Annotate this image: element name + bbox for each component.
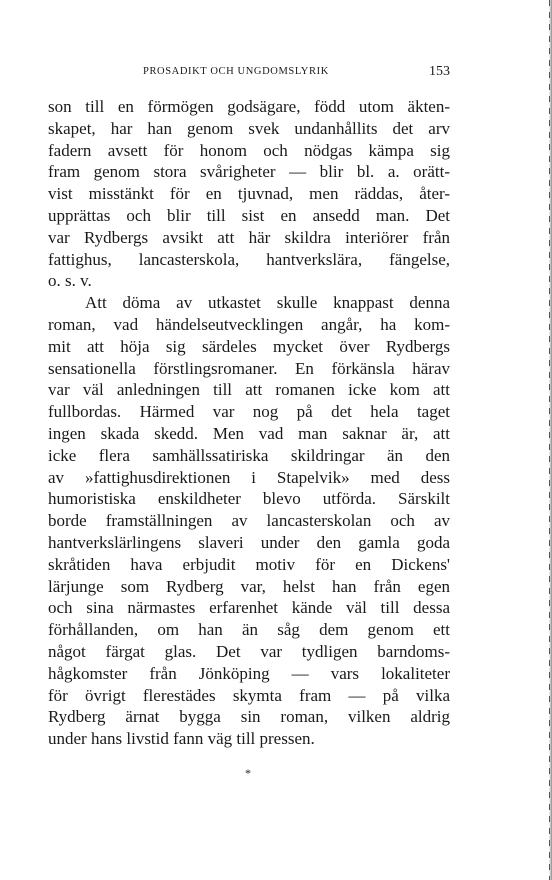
text-line: av »fattighusdirektionen i Stapelvik» med dess: [48, 467, 450, 487]
text-line: ingen skada skedd. Men vad man saknar är, att: [48, 423, 450, 443]
text-line: o. s. v.: [48, 271, 92, 291]
running-head: [50, 66, 450, 82]
text-line: fadern avsett för honom och nödgas kämpa sig: [48, 140, 450, 160]
page-edge-line: [549, 0, 550, 880]
text-line: sensationella förstlingsromaner. En förkänsla härav: [48, 358, 450, 378]
text-line: vist misstänkt för en tjuvnad, men räddas, åter-: [48, 184, 450, 204]
text-line: upprättas och blir till sist en ansedd man. Det: [48, 205, 450, 225]
text-line: Rydberg ärnat bygga sin roman, vilken aldrig: [48, 707, 450, 727]
text-line: fattighus, lancasterskola, hantverkslära, fängelse,: [48, 249, 450, 269]
text-line: humoristiska enskildheter blevo utförda. Särskilt: [48, 489, 450, 509]
running-title: PROSADIKT OCH UNGDOMSLYRIK: [143, 66, 329, 77]
text-line: och sina närmastes erfarenhet kände väl till dessa: [48, 598, 450, 618]
text-line: skapet, har han genom svek undanhållits det arv: [48, 118, 450, 138]
body-text: [48, 96, 450, 750]
text-line: något färgat glas. Det var tydligen barndoms-: [48, 641, 450, 661]
text-line: fullbordas. Härmed var nog på det hela taget: [48, 402, 450, 422]
text-line: borde framställningen av lancasterskolan och av: [48, 511, 450, 531]
text-line: hantverkslärlingens slaveri under den gamla goda: [48, 532, 450, 552]
text-line: icke flera samhällssatiriska skildringar än den: [48, 445, 450, 465]
text-line: hågkomster från Jönköping — vars lokaliteter: [48, 663, 450, 683]
text-line: var Rydbergs avsikt att här skildra interiörer från: [48, 227, 450, 247]
text-line: var väl anledningen till att romanen icke kom att: [48, 380, 450, 400]
text-line: för övrigt flerestädes skymta fram — på vilka: [48, 685, 450, 705]
text-line: förhållanden, om han än såg dem genom ett: [48, 620, 450, 640]
page-number: 153: [429, 64, 450, 79]
section-ornament: *: [245, 766, 251, 780]
text-line: roman, vad händelseutvecklingen angår, ha kom-: [48, 314, 450, 334]
text-line: Att döma av utkastet skulle knappast denna: [85, 293, 450, 313]
text-line: son till en förmögen godsägare, född utom äkten-: [48, 97, 450, 116]
text-line: mit att höja sig särdeles mycket över Rydbergs: [48, 336, 450, 356]
text-line: lärjunge som Rydberg var, helst han från egen: [48, 576, 450, 596]
text-line: under hans livstid fann väg till pressen.: [48, 729, 315, 749]
text-line: fram genom stora svårigheter — blir bl. a. orätt-: [48, 162, 450, 182]
text-line: skråtiden hava erbjudit motiv för en Dickens': [48, 554, 450, 574]
